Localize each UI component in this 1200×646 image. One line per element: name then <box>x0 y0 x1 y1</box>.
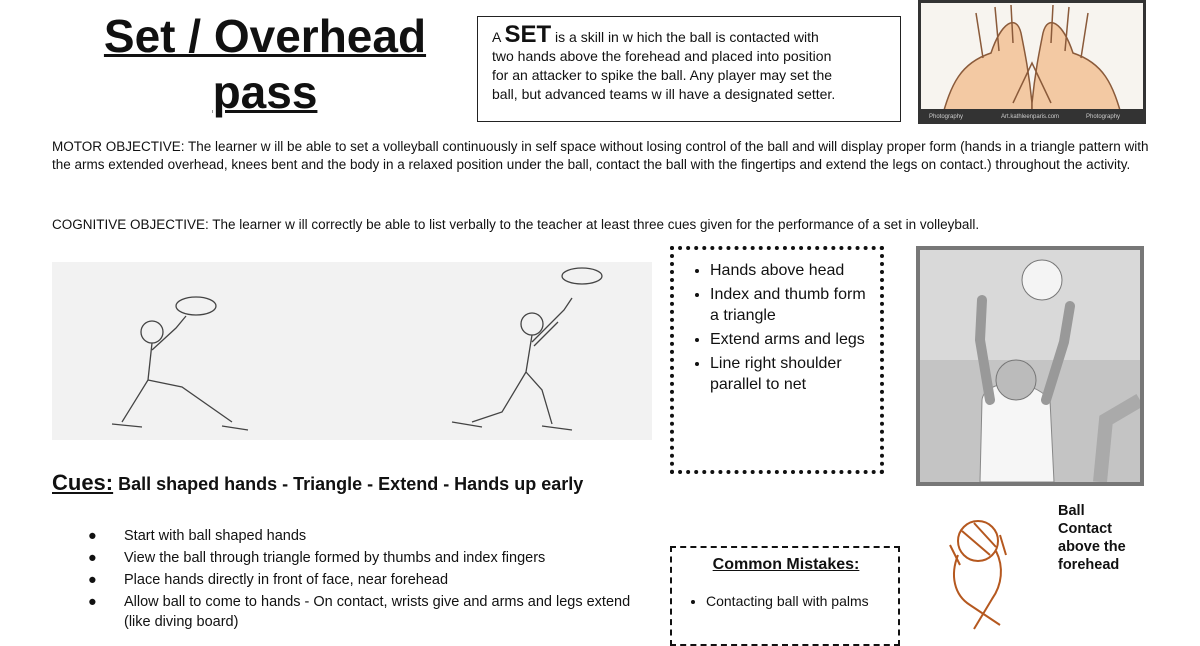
list-item <box>88 526 648 546</box>
ball-contact-icon <box>930 505 1050 630</box>
bullet-icon: ● <box>88 572 97 588</box>
bullet-text: Place hands directly in front of face, near forehead <box>124 572 449 588</box>
definition-box <box>477 16 901 122</box>
definition-line-1-rest: is a skill in w hich the ball is contacted with <box>551 29 819 45</box>
motor-objective: MOTOR OBJECTIVE: The learner w ill be able to set a volleyball continuously in self space without losing control of the ball and will display proper form (hands in a triangle pattern with the arms extended overhead, knees bent and the body in a relaxed position under the ball, contact the ball with the fingertips and extend the legs on contact.) throughout the activity. <box>52 139 1149 172</box>
volleyball-player-photo <box>916 246 1144 486</box>
label-line: Contact <box>1058 521 1112 537</box>
bullet-text: Allow ball to come to hands - On contact, wrists give and arms and legs extend (like diving board) <box>124 594 631 630</box>
bullet-text: View the ball through triangle formed by thumbs and index fingers <box>124 550 546 566</box>
definition-line-1 <box>492 21 888 48</box>
credit-text: Photography <box>1086 114 1121 120</box>
title-line-2: pass <box>212 66 318 118</box>
definition-line: two hands above the forehead and placed into position <box>492 48 832 64</box>
list-item: • Index and thumb form a triangle <box>710 284 868 326</box>
title-line-1: Set / Overhead <box>103 10 427 62</box>
ball-contact-label <box>1058 502 1178 574</box>
list-item <box>88 592 648 632</box>
bullet-icon: ● <box>88 550 97 566</box>
list-item <box>88 570 648 590</box>
triangle-hands-illustration <box>918 0 1146 124</box>
definition-prefix: A <box>492 29 505 45</box>
bullet-icon: ● <box>88 594 97 610</box>
definition-line: for an attacker to spike the ball. Any player may set the <box>492 67 833 83</box>
cues-label: Cues: <box>52 470 114 495</box>
cues-summary: Ball shaped hands - Triangle - Extend - Hands up early <box>113 474 584 494</box>
definition-term: SET <box>504 21 552 48</box>
ball-contact-illustration <box>930 505 1050 630</box>
list-item: • Hands above head <box>710 260 868 281</box>
cues-bullet-list <box>88 526 648 634</box>
bullet-text: Start with ball shaped hands <box>124 528 307 544</box>
cue-list <box>692 260 868 395</box>
cues-heading <box>52 470 583 496</box>
definition-line: ball, but advanced teams w ill have a designated setter. <box>492 86 836 102</box>
list-item: • Extend arms and legs <box>710 329 868 350</box>
page-title <box>55 8 475 120</box>
cognitive-objective: COGNITIVE OBJECTIVE: The learner w ill correctly be able to list verbally to the teacher at least three cues given for the performance of a set in volleyball. <box>52 217 980 232</box>
mistakes-list <box>684 592 888 610</box>
common-mistakes-box <box>670 546 900 646</box>
hands-icon <box>921 3 1143 121</box>
player-sketch-icon <box>52 262 652 440</box>
bullet-icon: ● <box>88 528 97 544</box>
setting-sketch-illustration <box>52 262 652 440</box>
player-photo-icon <box>920 250 1140 482</box>
credit-text: Photography <box>929 114 964 120</box>
label-line: above the <box>1058 539 1126 555</box>
list-item <box>88 548 648 568</box>
mistakes-title: Common Mistakes: <box>712 556 860 573</box>
label-line: forehead <box>1058 557 1120 573</box>
credit-text: Art.kathleenparis.com <box>1001 114 1060 120</box>
list-item: • Line right shoulder parallel to net <box>710 353 868 395</box>
list-item: • Contacting ball with palms <box>706 592 888 610</box>
label-line: Ball <box>1058 503 1085 519</box>
key-cues-box <box>670 246 884 474</box>
